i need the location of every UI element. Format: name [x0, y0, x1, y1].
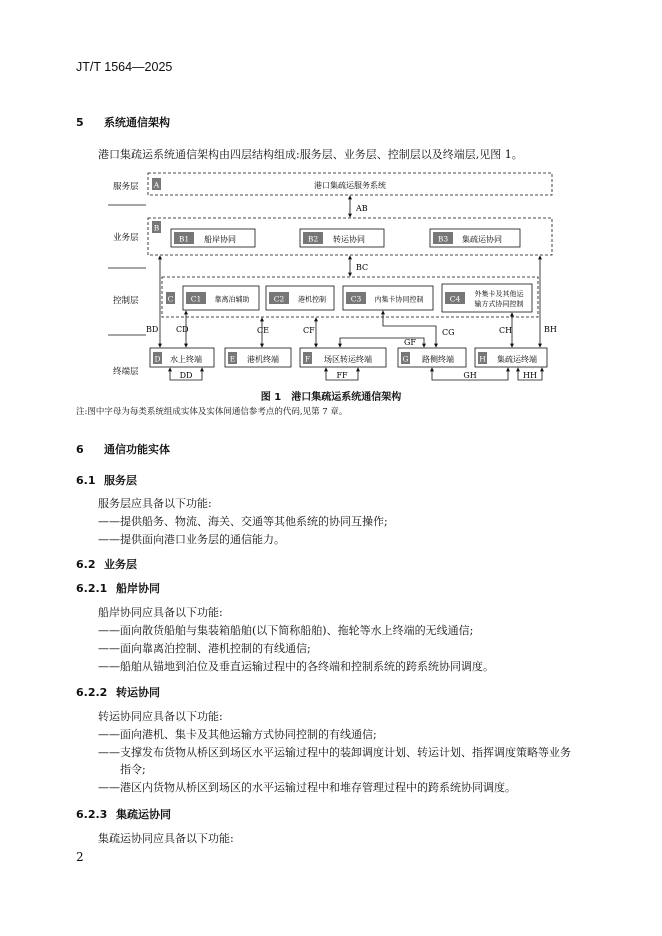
label-D: 水上终端 — [170, 355, 202, 364]
code-C3: C3 — [350, 294, 362, 304]
section-6-2-3-heading — [76, 806, 171, 822]
section-5-paragraph: 港口集疏运系统通信架构由四层结构组成:服务层、业务层、控制层以及终端层,见图 1。 — [98, 148, 523, 161]
list-item: ——面向散货船舶与集装箱船舶(以下简称船舶)、拖轮等水上终端的无线通信; — [98, 624, 474, 637]
paragraph-line: 服务层应具备以下功能: — [98, 497, 212, 510]
section-title: 系统通信架构 — [104, 116, 170, 129]
figure-caption: 图 1 港口集疏运系统通信架构 — [260, 392, 402, 403]
section-6-1-heading — [76, 472, 137, 488]
ref-GH: GH — [463, 371, 477, 380]
code-B3: B3 — [437, 234, 449, 244]
page-number: 2 — [76, 850, 84, 864]
code-B: B — [153, 223, 160, 233]
terminal-E — [225, 348, 291, 367]
label-B1: 船岸协同 — [204, 235, 236, 244]
layer-label-control: 控制层 — [113, 296, 139, 306]
ref-CE: CE — [257, 326, 269, 335]
label-C4-line1: 外集卡及其他运 — [474, 290, 524, 298]
label-G: 路侧终端 — [422, 355, 454, 364]
label-C1: 靠离泊辅助 — [214, 295, 250, 304]
document-id: JT/T 1564—2025 — [76, 60, 173, 74]
ref-BH: BH — [544, 325, 557, 334]
section-6-2-2-heading — [76, 684, 160, 700]
section-number: 6.2.3 — [76, 808, 108, 821]
section-number: 5 — [76, 116, 84, 129]
code-D: D — [154, 354, 161, 364]
section-6-2-heading — [76, 556, 137, 572]
ref-BC: BC — [356, 263, 369, 272]
ref-CD: CD — [176, 325, 189, 334]
ref-HH: HH — [523, 371, 537, 380]
section-title: 转运协同 — [116, 686, 160, 699]
label-C2: 港机控制 — [298, 295, 326, 304]
code-C2: C2 — [273, 294, 285, 304]
control-item-C1 — [183, 286, 259, 310]
section-number: 6.1 — [76, 474, 96, 487]
terminal-G — [398, 348, 466, 367]
business-item-B1 — [171, 229, 255, 247]
architecture-figure — [0, 0, 662, 430]
section-6-2-1-heading — [76, 580, 160, 596]
paragraph-line: 集疏运协同应具备以下功能: — [98, 832, 234, 845]
section-6-heading — [76, 441, 170, 457]
code-C1: C1 — [190, 294, 202, 304]
layer-label-service: 服务层 — [113, 182, 139, 192]
terminal-H — [475, 348, 547, 367]
section-title: 集疏运协同 — [116, 808, 171, 821]
terminal-F — [300, 348, 386, 367]
section-title: 服务层 — [104, 474, 137, 487]
list-item: ——面向港机、集卡及其他运输方式协同控制的有线通信; — [98, 728, 377, 741]
label-F: 场区转运终端 — [324, 355, 372, 364]
list-item: ——支撑发布货物从桥区到场区水平运输过程中的装卸调度计划、转运计划、指挥调度策略等业务 — [98, 746, 571, 759]
code-B2: B2 — [307, 234, 319, 244]
label-B2: 转运协同 — [333, 235, 365, 244]
control-item-C4 — [442, 284, 532, 312]
code-F: F — [304, 354, 311, 364]
control-item-C2 — [266, 286, 334, 310]
control-item-C3 — [343, 286, 433, 310]
section-title: 通信功能实体 — [104, 443, 170, 456]
section-title: 船岸协同 — [116, 582, 160, 595]
layer-label-terminal: 终端层 — [113, 367, 139, 377]
code-A: A — [153, 180, 160, 190]
list-item: ——提供船务、物流、海关、交通等其他系统的协同互操作; — [98, 515, 388, 528]
terminal-D — [150, 348, 214, 367]
code-C4: C4 — [449, 294, 461, 304]
code-G: G — [402, 354, 409, 364]
ref-FF: FF — [336, 371, 348, 380]
business-item-B3 — [430, 229, 520, 247]
ref-BD: BD — [146, 325, 159, 334]
section-title: 业务层 — [104, 558, 137, 571]
ref-DD: DD — [179, 371, 193, 380]
code-B1: B1 — [178, 234, 190, 244]
label-C3: 内集卡协同控制 — [374, 295, 424, 304]
label-E: 港机终端 — [247, 355, 279, 364]
layer-label-business: 业务层 — [113, 233, 139, 243]
ref-AB: AB — [356, 204, 368, 213]
paragraph-line: 船岸协同应具备以下功能: — [98, 606, 223, 619]
service-system-label: 港口集疏运服务系统 — [314, 181, 386, 190]
ref-CF: CF — [303, 326, 315, 335]
list-item: ——港区内货物从桥区到场区的水平运输过程中和堆存管理过程中的跨系统协同调度。 — [98, 781, 516, 794]
list-item: ——面向靠离泊控制、港机控制的有线通信; — [98, 642, 311, 655]
ref-CH: CH — [499, 326, 513, 335]
ref-GF: GF — [404, 338, 416, 347]
figure-note: 注:图中字母为每类系统组成实体及实体间通信参考点的代码,见第 7 章。 — [76, 407, 348, 417]
list-item: ——船舶从锚地到泊位及垂直运输过程中的各终端和控制系统的跨系统协同调度。 — [98, 660, 494, 673]
label-B3: 集疏运协同 — [462, 235, 502, 244]
ref-CG: CG — [442, 328, 455, 337]
section-number: 6.2.2 — [76, 686, 108, 699]
label-C4-line2: 输方式协同控制 — [474, 300, 524, 308]
section-number: 6.2 — [76, 558, 96, 571]
code-E: E — [229, 354, 236, 364]
section-number: 6 — [76, 443, 84, 456]
paragraph-line: 转运协同应具备以下功能: — [98, 710, 223, 723]
code-C: C — [167, 294, 174, 304]
section-number: 6.2.1 — [76, 582, 108, 595]
list-item: ——提供面向港口业务层的通信能力。 — [98, 533, 285, 546]
list-item-continuation: 指令; — [120, 763, 146, 776]
code-H: H — [479, 354, 486, 364]
business-item-B2 — [300, 229, 384, 247]
label-H: 集疏运终端 — [497, 355, 537, 364]
